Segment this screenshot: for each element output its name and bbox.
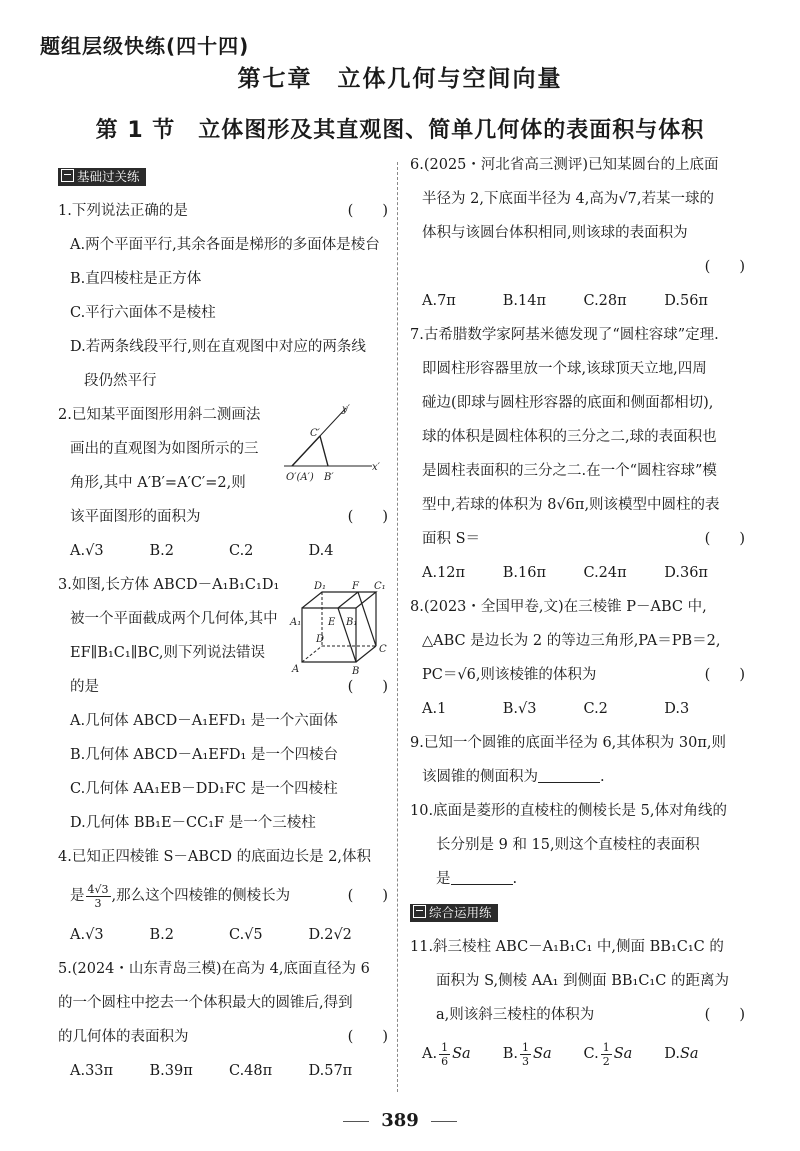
q11-options	[410, 1032, 745, 1076]
q2-option-a: A.√3	[70, 543, 104, 559]
q5-option-b: B.39π	[149, 1063, 193, 1079]
q5-line-3: 的几何体的表面积为	[58, 1029, 189, 1045]
q1-stem: 1.下列说法正确的是	[58, 203, 188, 219]
q3-label-c: C	[379, 644, 387, 655]
q1-option-d-cont: 段仍然平行	[84, 373, 157, 389]
q6-answer-paren: ( )	[704, 259, 745, 275]
q2-option-c: C.2	[229, 543, 254, 559]
q3-label-d1: D₁	[314, 581, 327, 592]
q7-line-1: 7.古希腊数学家阿基米德发现了“圆柱容球”定理.	[410, 327, 719, 343]
comprehensive-practice-tag: 综合运用练	[410, 904, 498, 922]
q3-option-d: D.几何体 BB₁E－CC₁F 是一个三棱柱	[70, 815, 316, 831]
q8-option-b: B.√3	[502, 701, 537, 717]
q3-label-a1: A₁	[290, 617, 302, 628]
q7-answer-paren: ( )	[704, 531, 745, 547]
q6-line-1: 6.(2025・河北省高三测评)已知某圆台的上底面	[410, 157, 719, 173]
q10-line-2: 长分别是 9 和 15,则这个直棱柱的表面积	[436, 837, 700, 853]
q5-answer-paren: ( )	[347, 1029, 388, 1045]
question-8	[410, 590, 745, 726]
chapter-title: 第七章 立体几何与空间向量	[237, 66, 563, 92]
q1-answer-paren: ( )	[347, 203, 388, 219]
q3-box-top	[302, 592, 376, 608]
q6-line-3: 体积与该圆台体积相同,则该球的表面积为	[422, 225, 688, 241]
question-5	[58, 952, 388, 1088]
q4-option-d: D.2√2	[308, 927, 352, 943]
question-4	[58, 840, 388, 952]
q8-option-c: C.2	[583, 701, 608, 717]
q4-post: ,那么这个四棱锥的侧棱长为	[111, 888, 291, 904]
q1-option-d: D.若两条线段平行,则在直观图中对应的两条线	[70, 339, 366, 355]
q3-line-1: 3.如图,长方体 ABCD－A₁B₁C₁D₁	[58, 577, 280, 593]
q2-option-d: D.4	[308, 543, 334, 559]
q5-option-a: A.33π	[70, 1063, 114, 1079]
q2-label-o: O′(A′)	[286, 472, 314, 483]
q8-answer-paren: ( )	[704, 667, 745, 683]
q7-line-2: 即圆柱形容器里放一个球,该球顶天立地,四周	[422, 361, 707, 377]
q5-option-d: D.57π	[308, 1063, 353, 1079]
q2-option-b: B.2	[149, 543, 174, 559]
q9-answer-blank[interactable]	[538, 766, 600, 783]
q2-figure	[280, 400, 392, 488]
basic-practice-tag: 基础过关练	[58, 168, 146, 186]
q3-cut-ef	[338, 592, 358, 608]
column-divider	[397, 162, 398, 1092]
question-9	[410, 726, 745, 794]
q11-option-b: B. $\frac{1}{3}$ Sa	[502, 1040, 552, 1068]
q9-line-2: 该圆锥的侧面积为	[422, 769, 538, 785]
q11-option-a-frac: $\frac{1}{6}$	[441, 1040, 449, 1068]
q2-line-2: 画出的直观图为如图所示的三	[70, 441, 259, 457]
q5-option-c: C.48π	[229, 1063, 273, 1079]
q11-line-2: 面积为 S,侧棱 AA₁ 到侧面 BB₁C₁C 的距离为	[436, 973, 729, 989]
q2-label-y: y′	[342, 404, 350, 415]
q7-line-6: 型中,若球的体积为 8√6π,则该模型中圆柱的表	[422, 497, 720, 513]
q7-line-7: 面积 S＝	[422, 531, 481, 547]
q6-option-a: A.7π	[422, 293, 456, 309]
q2-label-x: x′	[372, 462, 380, 473]
q4-option-c: C.√5	[229, 927, 263, 943]
q2-options	[58, 534, 388, 568]
q7-option-a: A.12π	[422, 565, 466, 581]
q4-line-1: 4.已知正四棱锥 S－ABCD 的底面边长是 2,体积	[58, 849, 372, 865]
q2-line-1: 2.已知某平面图形用斜二测画法	[58, 407, 261, 423]
q3-label-b: B	[352, 666, 360, 676]
q3-cut-fc	[358, 592, 376, 646]
q7-line-4: 球的体积是圆柱体积的三分之二,球的表面积也	[422, 429, 717, 445]
q5-line-1: 5.(2024・山东青岛三模)在高为 4,底面直径为 6	[58, 961, 370, 977]
q6-option-d: D.56π	[664, 293, 708, 309]
q3-hidden-depth	[302, 646, 322, 662]
q3-option-a: A.几何体 ABCD－A₁EFD₁ 是一个六面体	[70, 713, 338, 729]
q10-answer-blank[interactable]	[451, 868, 513, 885]
q11-option-d: D.Sa	[664, 1046, 699, 1062]
q7-option-c: C.24π	[583, 565, 627, 581]
q7-line-5: 是圆柱表面积的三分之二.在一个“圆柱容球”模	[422, 463, 717, 479]
page-number: 389	[0, 1110, 800, 1131]
q4-pre: 是	[70, 888, 85, 904]
q9-line-1: 9.已知一个圆锥的底面半径为 6,其体积为 30π,则	[410, 735, 726, 751]
q11-option-b-frac: $\frac{1}{3}$	[522, 1040, 530, 1068]
q8-option-d: D.3	[664, 701, 690, 717]
q8-line-2: △ABC 是边长为 2 的等边三角形,PA＝PB＝2,	[422, 633, 721, 649]
q11-line-3: a,则该斜三棱柱的体积为	[436, 1007, 595, 1023]
q3-label-d: D	[316, 634, 325, 645]
q11-option-c: C. $\frac{1}{2}$ Sa	[583, 1040, 633, 1068]
q2-answer-paren: ( )	[347, 509, 388, 525]
q1-option-a: A.两个平面平行,其余各面是梯形的多面体是棱台	[70, 237, 380, 253]
q7-line-3: 碰边(即球与圆柱形容器的底面和侧面都相切),	[422, 395, 714, 411]
q8-line-1: 8.(2023・全国甲卷,文)在三棱锥 P－ABC 中,	[410, 599, 707, 615]
question-10	[410, 794, 745, 896]
q3-option-b: B.几何体 ABCD－A₁EFD₁ 是一个四棱台	[70, 747, 338, 763]
question-6	[410, 148, 745, 318]
q3-option-c: C.几何体 AA₁EB－DD₁FC 是一个四棱柱	[70, 781, 338, 797]
q8-option-a: A.1	[422, 701, 447, 717]
q2-triangle-side	[320, 436, 328, 466]
section-title: 第 1 节 立体图形及其直观图、简单几何体的表面积与体积	[95, 118, 705, 143]
q3-box-right-bottom	[356, 646, 376, 662]
q9-line-2-end: .	[600, 769, 605, 785]
q6-options	[410, 284, 745, 318]
q4-options	[58, 918, 388, 952]
q3-line-3: EF∥B₁C₁∥BC,则下列说法错误	[70, 645, 266, 661]
q11-line-1: 11.斜三棱柱 ABC－A₁B₁C₁ 中,侧面 BB₁C₁C 的	[410, 939, 724, 955]
q2-line-3: 角形,其中 A′B′=A′C′=2,则	[70, 475, 246, 491]
q1-option-c: C.平行六面体不是棱柱	[70, 305, 216, 321]
q2-label-b: B′	[324, 472, 334, 483]
q3-figure	[288, 580, 390, 676]
q2-label-c: C′	[310, 428, 320, 439]
q5-line-2: 的一个圆柱中挖去一个体积最大的圆锥后,得到	[58, 995, 353, 1011]
q4-fraction	[86, 883, 111, 910]
q4-fraction-den: 3	[94, 896, 102, 910]
q3-label-b1: B₁	[346, 617, 358, 628]
q8-line-3: PC＝√6,则该棱锥的体积为	[422, 667, 597, 683]
q10-line-3-end: .	[512, 871, 518, 887]
q11-option-c-frac: $\frac{1}{2}$	[602, 1040, 610, 1068]
question-11	[410, 930, 745, 1076]
q11-answer-paren: ( )	[704, 1007, 745, 1023]
series-title: 题组层级快练(四十四)	[40, 34, 250, 58]
q3-label-f: F	[352, 581, 359, 592]
q3-line-2: 被一个平面截成两个几何体,其中	[70, 611, 278, 627]
q2-triangle-side-ac	[292, 436, 320, 466]
right-column	[410, 148, 745, 1076]
q4-option-b: B.2	[149, 927, 174, 943]
q3-line-4: 的是	[70, 679, 99, 695]
q6-option-c: C.28π	[583, 293, 627, 309]
book-icon	[413, 905, 426, 918]
q5-options	[58, 1054, 388, 1088]
q1-option-b: B.直四棱柱是正方体	[70, 271, 202, 287]
q7-option-d: D.36π	[664, 565, 708, 581]
q4-answer-paren: ( )	[347, 888, 388, 904]
q7-option-b: B.16π	[502, 565, 546, 581]
q3-label-c1: C₁	[374, 581, 386, 592]
q3-answer-paren: ( )	[347, 679, 388, 695]
q4-fraction-num: 4√3	[87, 882, 109, 896]
q10-line-1: 10.底面是菱形的直棱柱的侧棱长是 5,体对角线的	[410, 803, 728, 819]
question-1	[58, 194, 388, 398]
q11-option-a: A. $\frac{1}{6}$ Sa	[422, 1040, 471, 1068]
q10-line-3: 是	[436, 871, 451, 887]
q3-label-e: E	[328, 617, 336, 628]
q3-label-a: A	[292, 664, 300, 675]
q7-options	[410, 556, 745, 590]
q8-options	[410, 692, 745, 726]
book-icon	[61, 169, 74, 182]
q6-option-b: B.14π	[502, 293, 546, 309]
question-7	[410, 318, 745, 590]
q2-line-4: 该平面图形的面积为	[70, 509, 201, 525]
q4-option-a: A.√3	[70, 927, 104, 943]
q6-line-2: 半径为 2,下底面半径为 4,高为√7,若某一球的	[422, 191, 714, 207]
